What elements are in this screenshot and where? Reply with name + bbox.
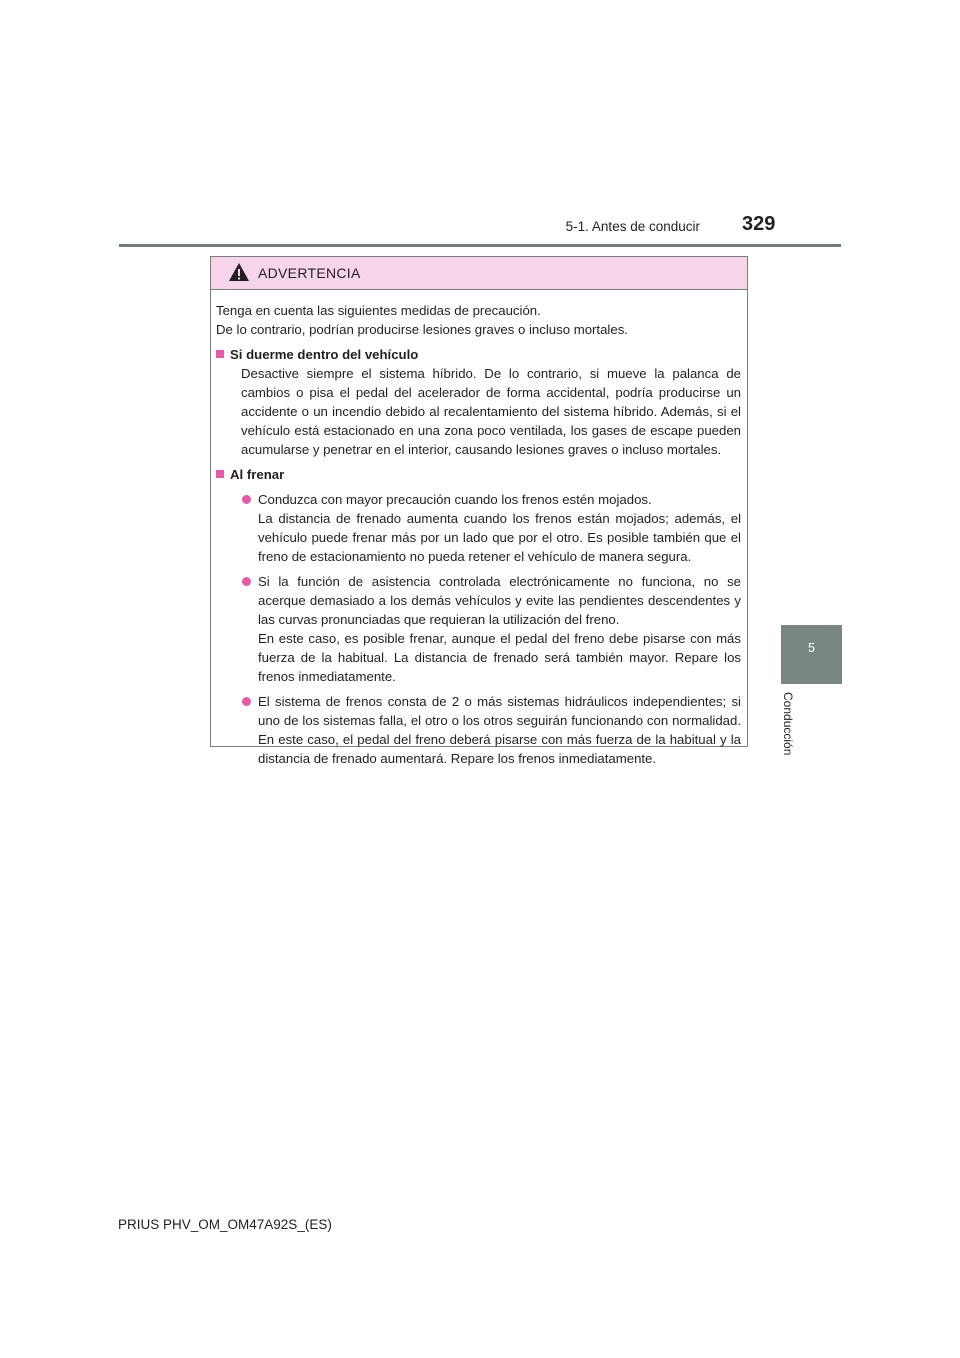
chapter-tab	[781, 625, 842, 684]
bullet-line: Conduzca con mayor precaución cuando los frenos estén mojados.	[258, 492, 652, 507]
warning-header	[211, 257, 747, 290]
warning-box	[210, 256, 748, 766]
bullet-line: Si la función de asistencia controlada electrónicamente no funciona, no se acerque demasiado a los demás vehículos y evite las pendientes descendentes y las curvas pronunciadas que requieran la utilización del freno.	[258, 574, 741, 627]
section-heading	[216, 465, 741, 484]
bullet-item	[216, 692, 741, 768]
square-bullet-icon	[216, 350, 224, 358]
bullet-item	[216, 490, 741, 566]
section-braking	[216, 465, 741, 768]
intro-line: Tenga en cuenta las siguientes medidas de precaución.	[216, 303, 541, 318]
section-title: 5-1. Antes de conducir	[565, 219, 700, 234]
bullet-line: La distancia de frenado aumenta cuando los frenos están mojados; además, el vehículo puede frenar más por un lado que por el otro. Es posible también que el freno de estacionamiento no pueda retener el vehículo de manera segura.	[258, 511, 741, 564]
round-bullet-icon	[242, 495, 251, 504]
section-text: Desactive siempre el sistema híbrido. De lo contrario, si mueve la palanca de cambios o pisa el pedal del acelerador de forma accidental, podría producirse un accidente o un incendio debido al recalentamiento del sistema híbrido. Además, si el vehículo está estacionado en una zona poco ventilada, los gases de escape pueden acumularse y penetrar en el interior, causando lesiones graves o incluso mortales.	[241, 366, 741, 457]
intro-line: De lo contrario, podrían producirse lesiones graves o incluso mortales.	[216, 322, 628, 337]
square-bullet-icon	[216, 470, 224, 478]
chapter-label: Conducción	[781, 692, 795, 756]
bullet-line: En este caso, es posible frenar, aunque el pedal del freno debe pisarse con más fuerza de la habitual. La distancia de frenado será también mayor. Repare los frenos inmediatamente.	[258, 631, 741, 684]
round-bullet-icon	[242, 577, 251, 586]
warning-triangle-icon	[228, 262, 250, 282]
section-heading	[216, 345, 741, 364]
chapter-label-container	[782, 692, 804, 770]
warning-body	[211, 290, 747, 768]
header-rule	[119, 244, 841, 247]
section-sleeping	[216, 345, 741, 459]
bullet-line: El sistema de frenos consta de 2 o más sistemas hidráulicos independientes; si uno de los sistemas falla, el otro o los otros seguirán funcionando con normalidad. En este caso, el pedal del freno deberá pisarse con más fuerza de la habitual y la distancia de frenado aumentará. Repare los frenos inmediatamente.	[258, 694, 741, 766]
bullet-item	[216, 572, 741, 686]
section-heading-text: Si duerme dentro del vehículo	[230, 347, 419, 362]
warning-intro	[216, 301, 741, 339]
section-heading-text: Al frenar	[230, 467, 285, 482]
round-bullet-icon	[242, 697, 251, 706]
warning-title: ADVERTENCIA	[258, 265, 361, 281]
footer-doc-id: PRIUS PHV_OM_OM47A92S_(ES)	[118, 1217, 332, 1232]
chapter-number: 5	[808, 641, 815, 655]
page-number: 329	[742, 213, 776, 235]
